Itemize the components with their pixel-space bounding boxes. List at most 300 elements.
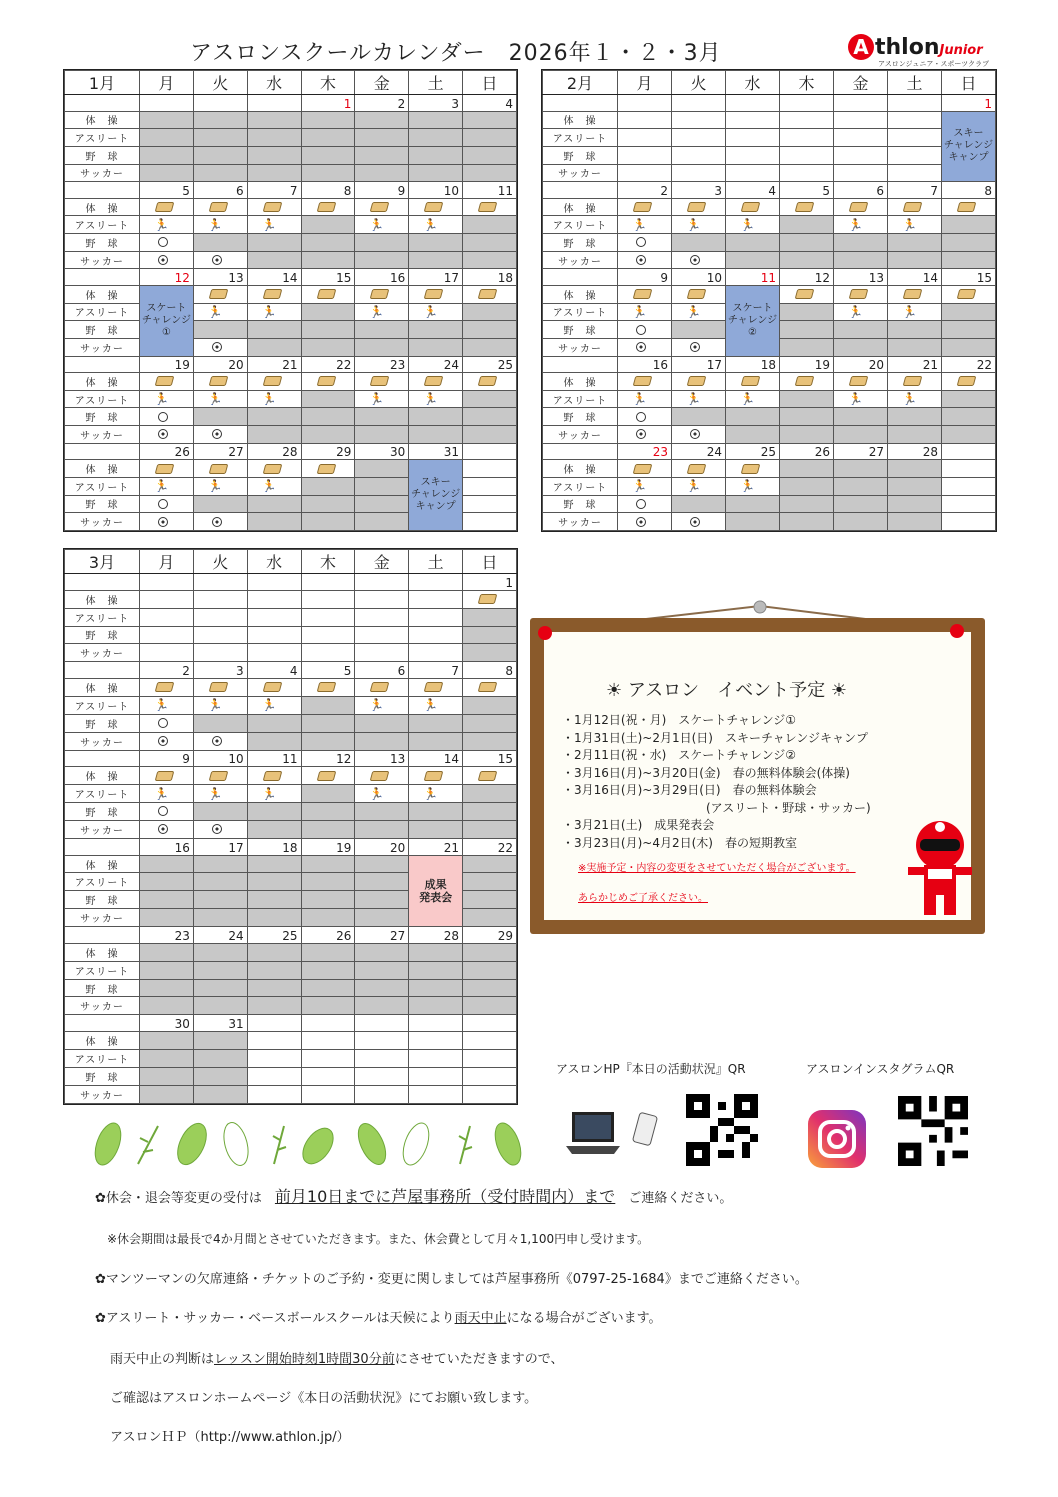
class-cell[interactable] (301, 285, 355, 303)
class-cell[interactable] (355, 303, 409, 321)
class-cell[interactable] (140, 216, 194, 234)
class-cell[interactable] (301, 373, 355, 391)
no-class-cell (301, 216, 355, 234)
weekday-header: 月 (140, 71, 194, 95)
class-cell[interactable] (618, 285, 672, 303)
class-cell[interactable] (834, 285, 888, 303)
no-class-cell (672, 234, 726, 252)
gymnastics-icon (316, 682, 336, 692)
class-cell[interactable] (247, 216, 301, 234)
gymnastics-icon (370, 202, 390, 212)
event-cell[interactable]: スキー チャレンジ キャンプ (942, 111, 996, 182)
class-cell[interactable] (409, 679, 463, 697)
class-cell[interactable] (672, 216, 726, 234)
empty-cell (355, 1049, 409, 1067)
gymnastics-icon (262, 376, 282, 386)
class-cell[interactable] (888, 285, 942, 303)
athlete-runner-icon: 🏃 (423, 392, 439, 407)
no-class-cell (463, 909, 517, 927)
no-class-cell (888, 408, 942, 426)
date-cell: 3 (409, 95, 463, 112)
no-class-cell (672, 408, 726, 426)
gymnastics-icon (155, 376, 175, 386)
class-cell[interactable] (780, 373, 834, 391)
empty-cell (247, 626, 301, 644)
athlete-runner-icon: 🏃 (261, 217, 277, 232)
baseball-icon (636, 412, 646, 422)
logo-tagline: アスロンジュニア・スポーツクラブ (878, 60, 990, 68)
class-cell[interactable] (247, 390, 301, 408)
class-cell[interactable] (618, 234, 672, 252)
category-label: サッカー (65, 426, 140, 444)
athlete-runner-icon: 🏃 (261, 786, 277, 801)
class-cell[interactable] (726, 460, 780, 478)
athlete-runner-icon: 🏃 (423, 304, 439, 319)
date-cell: 11 (247, 750, 301, 767)
date-cell: 11 (726, 269, 780, 286)
category-label: 野 球 (543, 495, 618, 513)
athlete-runner-icon: 🏃 (369, 392, 385, 407)
class-cell[interactable] (618, 513, 672, 531)
no-class-cell (193, 891, 247, 909)
soccer-ball-icon (158, 255, 168, 265)
class-cell[interactable] (193, 251, 247, 269)
no-class-cell (942, 338, 996, 356)
gymnastics-icon (424, 771, 444, 781)
weekday-header: 月 (140, 550, 194, 574)
class-cell[interactable] (672, 426, 726, 444)
no-class-cell (355, 495, 409, 513)
no-class-cell (301, 979, 355, 997)
class-cell[interactable] (834, 303, 888, 321)
category-label: アスリート (65, 873, 140, 891)
date-cell: 25 (726, 443, 780, 460)
class-cell[interactable] (409, 285, 463, 303)
class-cell[interactable] (301, 198, 355, 216)
class-cell[interactable] (618, 390, 672, 408)
date-cell: 3 (672, 182, 726, 199)
class-cell[interactable] (463, 285, 517, 303)
class-cell[interactable] (140, 198, 194, 216)
soccer-ball-icon (212, 517, 222, 527)
no-class-cell (355, 979, 409, 997)
no-class-cell (247, 943, 301, 961)
no-class-cell (409, 997, 463, 1015)
no-class-cell (247, 855, 301, 873)
gymnastics-icon (478, 202, 498, 212)
class-cell[interactable] (409, 303, 463, 321)
class-cell[interactable] (193, 460, 247, 478)
class-cell[interactable] (247, 373, 301, 391)
class-cell[interactable] (140, 696, 194, 714)
date-cell: 30 (355, 443, 409, 460)
class-cell[interactable] (834, 390, 888, 408)
class-cell[interactable] (618, 198, 672, 216)
no-class-cell (463, 644, 517, 662)
no-class-cell (301, 961, 355, 979)
no-class-cell (140, 1032, 194, 1050)
class-cell[interactable] (618, 477, 672, 495)
no-class-cell (780, 251, 834, 269)
class-cell[interactable] (888, 390, 942, 408)
class-cell[interactable] (672, 390, 726, 408)
class-cell[interactable] (140, 820, 194, 838)
class-cell[interactable] (672, 477, 726, 495)
class-cell[interactable] (672, 373, 726, 391)
date-cell (463, 1015, 517, 1032)
gymnastics-icon (424, 202, 444, 212)
category-label: サッカー (543, 251, 618, 269)
date-cell: 12 (301, 750, 355, 767)
class-cell[interactable] (618, 426, 672, 444)
class-cell[interactable] (409, 390, 463, 408)
class-cell[interactable] (140, 373, 194, 391)
class-cell[interactable] (355, 373, 409, 391)
class-cell[interactable] (193, 477, 247, 495)
class-cell[interactable] (942, 198, 996, 216)
class-cell[interactable] (726, 373, 780, 391)
class-cell[interactable] (355, 216, 409, 234)
class-cell[interactable] (463, 590, 517, 608)
hp-qr-code[interactable] (686, 1094, 758, 1166)
class-cell[interactable] (672, 285, 726, 303)
class-cell[interactable] (672, 251, 726, 269)
date-cell: 4 (463, 95, 517, 112)
no-class-cell (193, 129, 247, 147)
footer-hp-link[interactable]: アスロンＨＰ（http://www.athlon.jp/） (110, 1430, 350, 1445)
date-cell: 26 (780, 443, 834, 460)
class-cell[interactable] (247, 198, 301, 216)
no-class-cell (193, 1067, 247, 1085)
class-cell[interactable] (618, 373, 672, 391)
category-label: サッカー (65, 732, 140, 750)
event-cell[interactable]: スケート チャレンジ ② (726, 285, 780, 356)
class-cell[interactable] (888, 198, 942, 216)
empty-cell (301, 1049, 355, 1067)
class-cell[interactable] (618, 460, 672, 478)
soccer-ball-icon (690, 429, 700, 439)
date-row-label (65, 182, 140, 199)
class-cell[interactable] (140, 390, 194, 408)
class-cell[interactable] (193, 820, 247, 838)
class-cell[interactable] (140, 408, 194, 426)
empty-cell (409, 1049, 463, 1067)
no-class-cell (780, 390, 834, 408)
baseball-icon (636, 499, 646, 509)
no-class-cell (942, 321, 996, 339)
no-class-cell (409, 321, 463, 339)
footer-line-6: ご確認はアスロンホームページ《本日の活動状況》にてお願い致します。 (110, 1391, 538, 1406)
class-cell[interactable] (409, 198, 463, 216)
no-class-cell (247, 803, 301, 821)
class-cell[interactable] (409, 373, 463, 391)
gymnastics-icon (209, 682, 229, 692)
class-cell[interactable] (409, 767, 463, 785)
date-cell: 4 (247, 662, 301, 679)
class-cell[interactable] (409, 696, 463, 714)
no-class-cell (888, 426, 942, 444)
date-cell: 23 (618, 443, 672, 460)
class-cell[interactable] (942, 285, 996, 303)
no-class-cell (409, 164, 463, 182)
class-cell[interactable] (618, 495, 672, 513)
empty-cell (463, 1067, 517, 1085)
class-cell[interactable] (247, 767, 301, 785)
class-cell[interactable] (247, 696, 301, 714)
no-class-cell (247, 111, 301, 129)
empty-cell (672, 164, 726, 182)
empty-cell (780, 164, 834, 182)
empty-cell (140, 608, 194, 626)
weekday-header: 火 (672, 71, 726, 95)
class-cell[interactable] (834, 198, 888, 216)
no-class-cell (409, 943, 463, 961)
class-cell[interactable] (618, 408, 672, 426)
class-cell[interactable] (140, 714, 194, 732)
footer-line-2: ※休会期間は最長で4か月間とさせていただきます。また、休会費として月々1,100円申し受けます。 (107, 1232, 650, 1246)
empty-cell (355, 1032, 409, 1050)
category-label: 野 球 (65, 979, 140, 997)
class-cell[interactable] (355, 767, 409, 785)
gymnastics-icon (209, 464, 229, 474)
athlete-runner-icon: 🏃 (632, 479, 647, 494)
class-cell[interactable] (888, 216, 942, 234)
class-cell[interactable] (247, 285, 301, 303)
class-cell[interactable] (193, 338, 247, 356)
no-class-cell (780, 408, 834, 426)
class-cell[interactable] (355, 785, 409, 803)
class-cell[interactable] (672, 338, 726, 356)
event-cell[interactable]: スキー チャレンジ キャンプ (409, 460, 463, 531)
class-cell[interactable] (463, 198, 517, 216)
class-cell[interactable] (140, 785, 194, 803)
empty-cell (463, 1049, 517, 1067)
gymnastics-icon (633, 289, 653, 299)
class-cell[interactable] (672, 198, 726, 216)
no-class-cell (247, 891, 301, 909)
date-row-label (65, 927, 140, 944)
athlete-runner-icon: 🏃 (423, 217, 439, 232)
class-cell[interactable] (301, 460, 355, 478)
athlete-runner-icon: 🏃 (261, 304, 277, 319)
empty-cell (780, 129, 834, 147)
class-cell[interactable] (618, 303, 672, 321)
empty-cell (618, 129, 672, 147)
class-cell[interactable] (193, 696, 247, 714)
class-cell[interactable] (193, 373, 247, 391)
class-cell[interactable] (193, 303, 247, 321)
insta-qr-code[interactable] (898, 1096, 968, 1166)
class-cell[interactable] (780, 285, 834, 303)
date-cell: 1 (301, 95, 355, 112)
class-cell[interactable] (193, 785, 247, 803)
empty-cell (834, 111, 888, 129)
date-cell: 25 (463, 356, 517, 373)
sun-icon: ☀ (830, 680, 848, 701)
date-cell: 23 (355, 356, 409, 373)
empty-cell (409, 626, 463, 644)
gymnastics-icon (209, 289, 229, 299)
class-cell[interactable] (463, 373, 517, 391)
leaves-decoration (88, 1118, 528, 1170)
class-cell[interactable] (193, 216, 247, 234)
empty-cell (140, 590, 194, 608)
class-cell[interactable] (140, 679, 194, 697)
weekday-header: 金 (355, 71, 409, 95)
class-cell[interactable] (193, 198, 247, 216)
no-class-cell (463, 785, 517, 803)
category-label: サッカー (65, 513, 140, 531)
class-cell[interactable] (193, 732, 247, 750)
category-label: アスリート (65, 303, 140, 321)
class-cell[interactable] (247, 785, 301, 803)
athlete-runner-icon: 🏃 (154, 217, 169, 232)
no-class-cell (140, 855, 194, 873)
class-cell[interactable] (140, 234, 194, 252)
class-cell[interactable] (301, 767, 355, 785)
date-cell (247, 574, 301, 591)
class-cell[interactable] (726, 216, 780, 234)
weekday-header: 日 (463, 550, 517, 574)
date-cell (355, 1015, 409, 1032)
class-cell[interactable] (672, 303, 726, 321)
no-class-cell (355, 873, 409, 891)
date-cell: 5 (301, 662, 355, 679)
no-class-cell (193, 803, 247, 821)
class-cell[interactable] (888, 303, 942, 321)
date-cell: 12 (780, 269, 834, 286)
class-cell[interactable] (726, 477, 780, 495)
athlete-runner-icon: 🏃 (686, 304, 701, 319)
pin-icon (538, 626, 552, 640)
instagram-icon[interactable] (808, 1110, 866, 1168)
class-cell[interactable] (193, 513, 247, 531)
class-cell[interactable] (355, 696, 409, 714)
empty-cell (672, 146, 726, 164)
class-cell[interactable] (140, 513, 194, 531)
class-cell[interactable] (355, 285, 409, 303)
no-class-cell (942, 303, 996, 321)
class-cell[interactable] (247, 679, 301, 697)
class-cell[interactable] (618, 216, 672, 234)
category-label: サッカー (543, 164, 618, 182)
no-class-cell (942, 426, 996, 444)
class-cell[interactable] (942, 373, 996, 391)
no-class-cell (193, 909, 247, 927)
empty-cell (672, 129, 726, 147)
class-cell[interactable] (726, 390, 780, 408)
class-cell[interactable] (140, 477, 194, 495)
empty-cell (463, 1085, 517, 1103)
class-cell[interactable] (834, 373, 888, 391)
no-class-cell (140, 129, 194, 147)
date-cell: 27 (193, 443, 247, 460)
no-class-cell (463, 873, 517, 891)
class-cell[interactable] (140, 732, 194, 750)
class-cell[interactable] (618, 251, 672, 269)
gymnastics-icon (478, 682, 498, 692)
class-cell[interactable] (193, 285, 247, 303)
class-cell[interactable] (140, 460, 194, 478)
class-cell[interactable] (780, 198, 834, 216)
athlete-runner-icon: 🏃 (632, 304, 647, 319)
class-cell[interactable] (140, 803, 194, 821)
class-cell[interactable] (355, 390, 409, 408)
class-cell[interactable] (193, 426, 247, 444)
class-cell[interactable] (726, 198, 780, 216)
sun-icon: ☀ (606, 680, 623, 701)
class-cell[interactable] (618, 321, 672, 339)
no-class-cell (463, 997, 517, 1015)
no-class-cell (888, 460, 942, 478)
event-note: ※実施予定・内容の変更をさせていただく場合がございます。 あらかじめご了承ください。 (578, 863, 856, 904)
no-class-cell (780, 460, 834, 478)
class-cell[interactable] (193, 390, 247, 408)
no-class-cell (247, 961, 301, 979)
class-cell[interactable] (301, 679, 355, 697)
gymnastics-icon (903, 202, 923, 212)
event-cell[interactable]: スケート チャレンジ ① (140, 285, 194, 356)
category-label: サッカー (65, 1085, 140, 1103)
class-cell[interactable] (247, 477, 301, 495)
no-class-cell (301, 129, 355, 147)
class-cell[interactable] (409, 216, 463, 234)
no-class-cell (355, 909, 409, 927)
class-cell[interactable] (834, 216, 888, 234)
class-cell[interactable] (140, 495, 194, 513)
class-cell[interactable] (672, 513, 726, 531)
date-row-label (65, 95, 140, 112)
category-label: 体 操 (65, 1032, 140, 1050)
no-class-cell (355, 820, 409, 838)
class-cell[interactable] (672, 460, 726, 478)
class-cell[interactable] (193, 767, 247, 785)
event-cell[interactable]: 成果 発表会 (409, 855, 463, 927)
class-cell[interactable] (247, 303, 301, 321)
no-class-cell (672, 495, 726, 513)
class-cell[interactable] (888, 373, 942, 391)
class-cell[interactable] (618, 338, 672, 356)
category-label: 体 操 (65, 590, 140, 608)
class-cell[interactable] (355, 198, 409, 216)
class-cell[interactable] (247, 460, 301, 478)
class-cell[interactable] (463, 767, 517, 785)
category-label: アスリート (65, 477, 140, 495)
date-cell: 29 (463, 927, 517, 944)
class-cell[interactable] (193, 679, 247, 697)
no-class-cell (193, 1049, 247, 1067)
empty-cell (463, 1032, 517, 1050)
class-cell[interactable] (409, 785, 463, 803)
class-cell[interactable] (140, 251, 194, 269)
footer-line-3: ✿マンツーマンの欠席連絡・チケットのご予約・変更に関しましては芦屋事務所《0797-25-1684》までご連絡ください。 (95, 1272, 808, 1287)
athlete-runner-icon: 🏃 (848, 304, 863, 319)
class-cell[interactable] (355, 679, 409, 697)
category-label: アスリート (543, 216, 618, 234)
class-cell[interactable] (140, 767, 194, 785)
athlete-runner-icon: 🏃 (207, 786, 223, 801)
category-label: サッカー (65, 909, 140, 927)
no-class-cell (301, 909, 355, 927)
athlon-logo[interactable] (848, 34, 1008, 70)
empty-cell (247, 1049, 301, 1067)
date-cell (618, 95, 672, 112)
class-cell[interactable] (463, 679, 517, 697)
class-cell[interactable] (140, 426, 194, 444)
no-class-cell (247, 234, 301, 252)
date-cell: 23 (140, 927, 194, 944)
weekday-header: 木 (301, 550, 355, 574)
